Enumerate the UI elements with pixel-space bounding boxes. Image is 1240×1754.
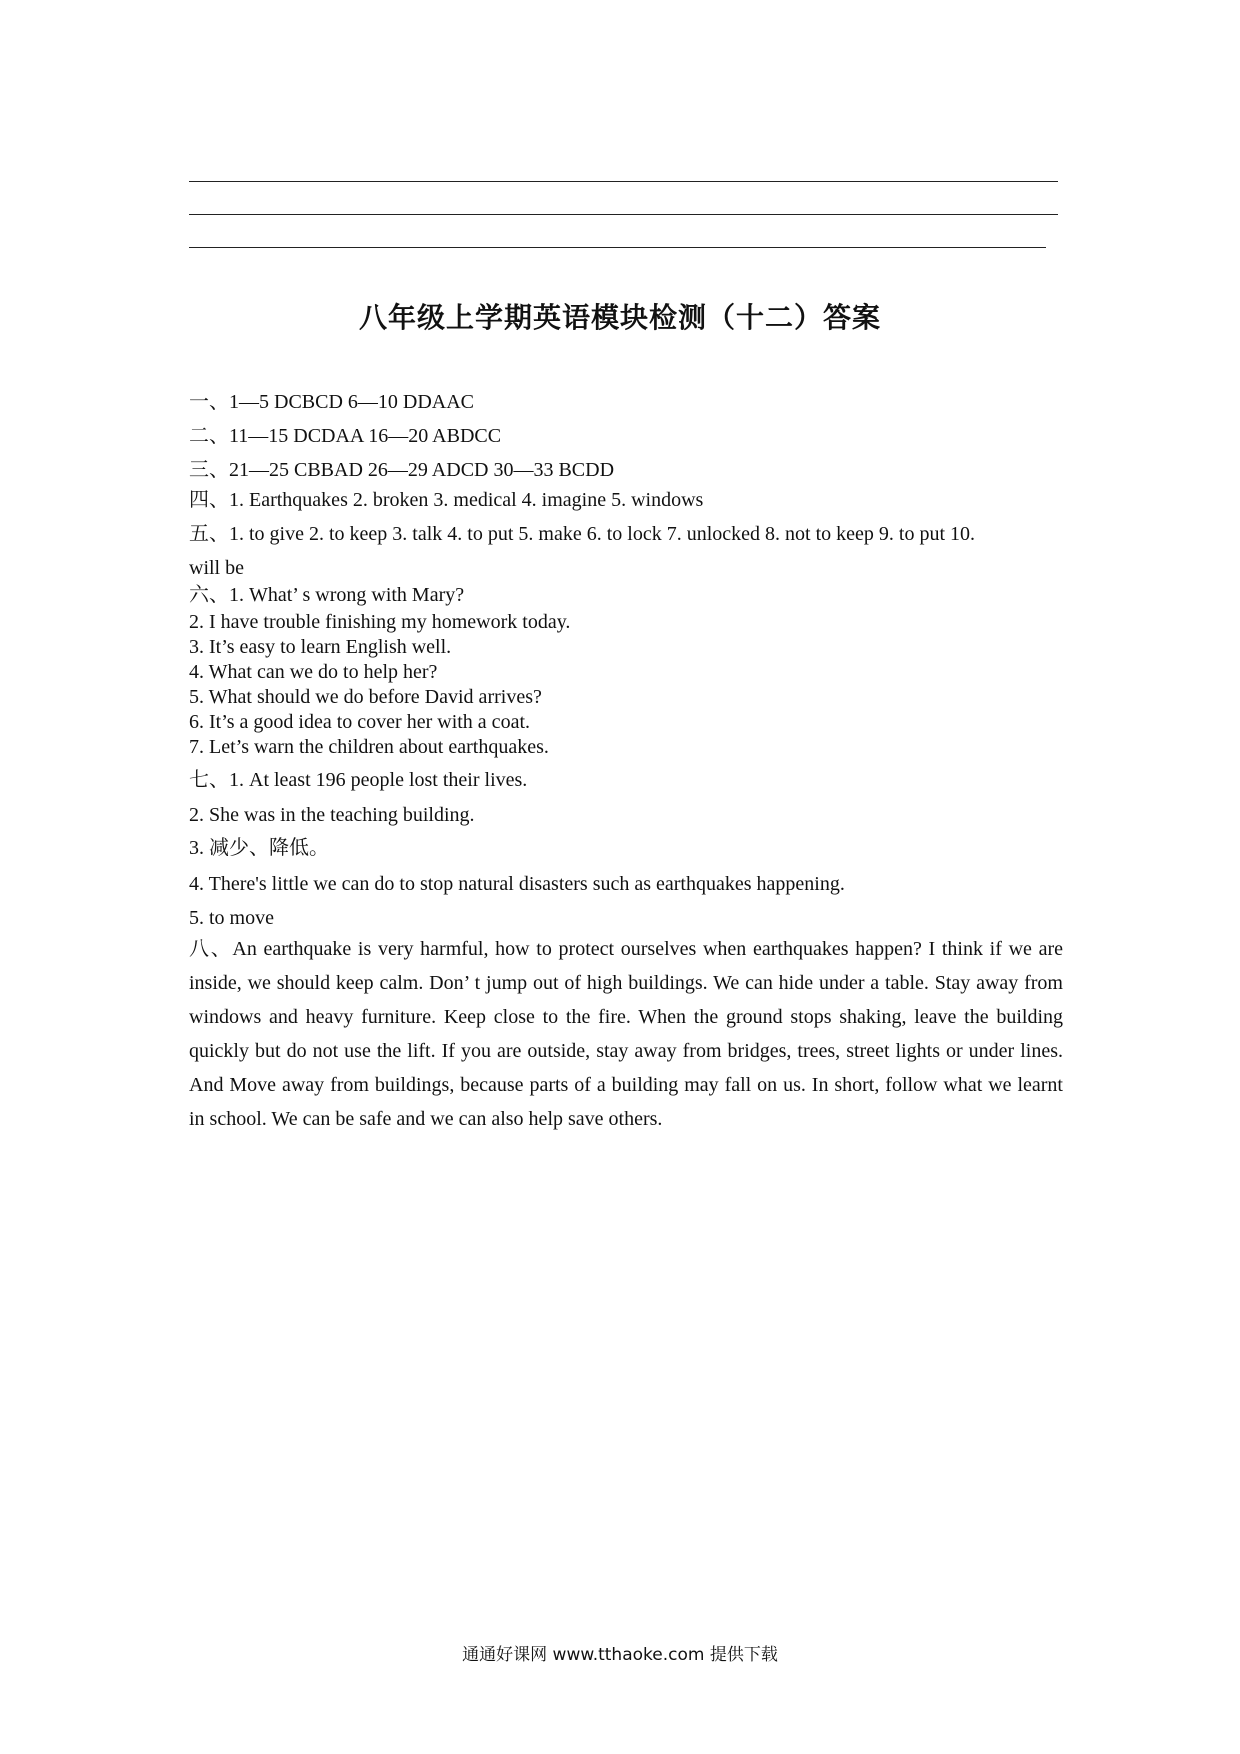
header-rule-3 <box>189 247 1046 248</box>
answer-line-2: 二、11—15 DCDAA 16—20 ABDCC <box>189 425 502 447</box>
answer-line-16: 3. 减少、降低。 <box>189 837 329 859</box>
page-title: 八年级上学期英语模块检测（十二）答案 <box>358 301 881 334</box>
answer-line-4: 四、1. Earthquakes 2. broken 3. medical 4. imagine 5. windows <box>189 489 704 511</box>
header-rule-1 <box>189 181 1058 182</box>
answer-line-17: 4. There's little we can do to stop natural disasters such as earthquakes happening. <box>189 873 845 895</box>
answer-line-1: 一、1—5 DCBCD 6—10 DDAAC <box>189 391 475 413</box>
answer-line-13: 7. Let’s warn the children about earthquakes. <box>189 736 549 758</box>
answer-line-9: 3. It’s easy to learn English well. <box>189 636 452 658</box>
header-rule-2 <box>189 214 1058 215</box>
answer-line-8: 2. I have trouble finishing my homework today. <box>189 611 571 633</box>
footer-credit: 通通好课网 www.tthaoke.com 提供下载 <box>462 1645 778 1665</box>
essay-paragraph: 八、An earthquake is very harmful, how to protect ourselves when earthquakes happen? I think if we are inside, we should keep calm. Don’ t jump out of high buildings. We can hide under a table. Stay away from windows and heavy furniture. Keep close to the fire. When the ground stops shaking, leave the building quickly but do not use the lift. If you are outside, stay away from bridges, trees, street lights or under lines. And Move away from buildings, because parts of a building may fall on us. In short, follow what we learnt in school. We can be safe and we can also help save others. <box>189 938 1063 1130</box>
answer-line-3: 三、21—25 CBBAD 26—29 ADCD 30—33 BCDD <box>189 459 615 481</box>
answer-line-7: 六、1. What’ s wrong with Mary? <box>189 584 465 606</box>
answer-line-14: 七、1. At least 196 people lost their lives. <box>189 769 528 791</box>
answer-line-5: 五、1. to give 2. to keep 3. talk 4. to put 5. make 6. to lock 7. unlocked 8. not to keep 9. to put 10. <box>189 523 975 545</box>
answer-line-10: 4. What can we do to help her? <box>189 661 438 683</box>
answer-line-6: will be <box>189 557 244 579</box>
answer-line-15: 2. She was in the teaching building. <box>189 804 475 826</box>
answer-line-12: 6. It’s a good idea to cover her with a coat. <box>189 711 530 733</box>
answer-line-18: 5. to move <box>189 907 274 929</box>
answer-line-11: 5. What should we do before David arrives? <box>189 686 542 708</box>
